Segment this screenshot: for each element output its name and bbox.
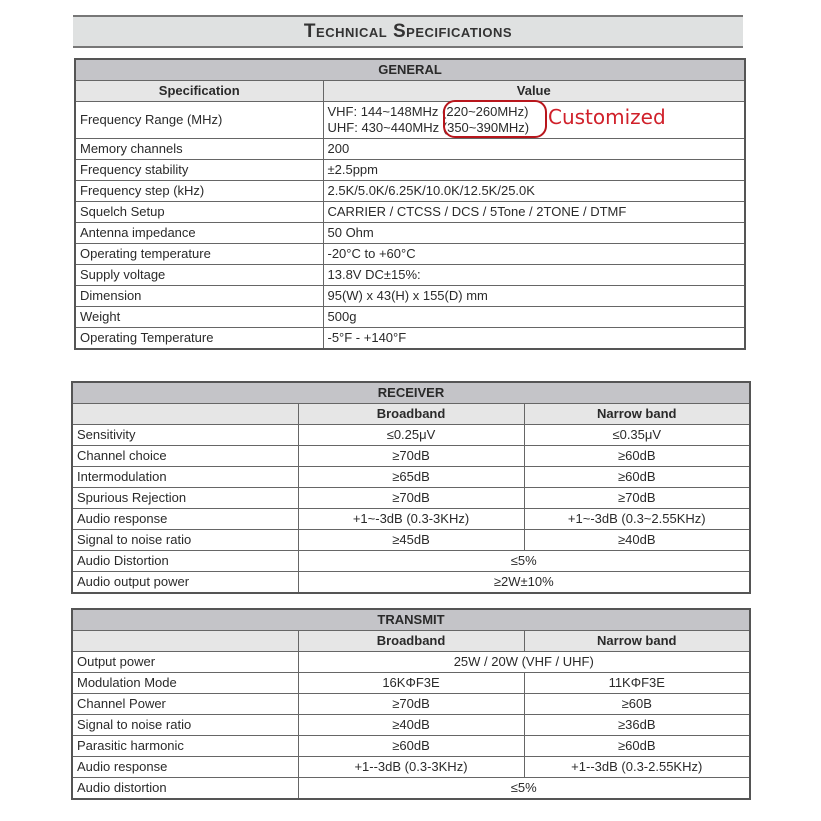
column-header-blank — [72, 404, 298, 425]
spec-label: Audio distortion — [72, 778, 298, 800]
table-row — [72, 572, 750, 594]
column-header-blank — [72, 631, 298, 652]
table-row — [72, 467, 750, 488]
spec-label: Frequency Range (MHz) — [75, 102, 323, 139]
transmit-heading: TRANSMIT — [72, 609, 750, 631]
broadband-value: ≥40dB — [298, 715, 524, 736]
receiver-table — [71, 381, 751, 594]
spec-label: Weight — [75, 307, 323, 328]
broadband-value: +1~-3dB (0.3-3KHz) — [298, 509, 524, 530]
customized-highlight-oval — [443, 100, 547, 138]
customized-annotation: Customized — [548, 105, 666, 129]
spec-label: Signal to noise ratio — [72, 530, 298, 551]
spec-value: -5°F - +140°F — [323, 328, 745, 350]
broadband-value: ≤0.25μV — [298, 425, 524, 446]
shared-value: 25W / 20W (VHF / UHF) — [298, 652, 750, 673]
broadband-value: ≥65dB — [298, 467, 524, 488]
broadband-value: ≥70dB — [298, 488, 524, 509]
vhf-custom-range: (220~260MHz) — [442, 104, 529, 119]
shared-value: ≥2W±10% — [298, 572, 750, 594]
spec-label: Operating Temperature — [75, 328, 323, 350]
page-title-bar — [73, 15, 743, 48]
spec-label: Output power — [72, 652, 298, 673]
narrowband-value: ≤0.35μV — [524, 425, 750, 446]
spec-value: 95(W) x 43(H) x 155(D) mm — [323, 286, 745, 307]
spec-label: Channel Power — [72, 694, 298, 715]
table-row — [72, 694, 750, 715]
spec-value: 2.5K/5.0K/6.25K/10.0K/12.5K/25.0K — [323, 181, 745, 202]
table-row — [75, 223, 745, 244]
receiver-heading: RECEIVER — [72, 382, 750, 404]
table-row — [72, 425, 750, 446]
broadband-value: ≥70dB — [298, 694, 524, 715]
column-header-value: Value — [323, 81, 745, 102]
spec-label: Dimension — [75, 286, 323, 307]
spec-label: Memory channels — [75, 139, 323, 160]
table-row — [72, 509, 750, 530]
spec-label: Supply voltage — [75, 265, 323, 286]
spec-label: Intermodulation — [72, 467, 298, 488]
table-row — [75, 265, 745, 286]
table-row — [75, 160, 745, 181]
uhf-custom-range: (350~390MHz) — [442, 120, 530, 135]
spec-label: Audio response — [72, 509, 298, 530]
table-row — [72, 530, 750, 551]
general-heading: GENERAL — [75, 59, 745, 81]
spec-label: Modulation Mode — [72, 673, 298, 694]
narrowband-value: ≥60dB — [524, 467, 750, 488]
shared-value: ≤5% — [298, 778, 750, 800]
spec-value: -20°C to +60°C — [323, 244, 745, 265]
narrowband-value: ≥60B — [524, 694, 750, 715]
uhf-range: UHF: 430~440MHz (350~390MHz) — [327, 120, 530, 135]
column-header-broadband: Broadband — [298, 404, 524, 425]
page-title: Technical Specifications — [303, 20, 513, 42]
spec-label: Frequency stability — [75, 160, 323, 181]
spec-label: Signal to noise ratio — [72, 715, 298, 736]
spec-label: Parasitic harmonic — [72, 736, 298, 757]
shared-value: ≤5% — [298, 551, 750, 572]
spec-value: 500g — [323, 307, 745, 328]
table-row — [75, 244, 745, 265]
narrowband-value: ≥40dB — [524, 530, 750, 551]
table-row — [75, 181, 745, 202]
broadband-value: ≥45dB — [298, 530, 524, 551]
table-row — [75, 202, 745, 223]
table-row — [72, 551, 750, 572]
broadband-value: ≥70dB — [298, 446, 524, 467]
narrowband-value: +1--3dB (0.3-2.55KHz) — [524, 757, 750, 778]
spec-label: Audio response — [72, 757, 298, 778]
general-table — [74, 58, 746, 350]
spec-label: Audio output power — [72, 572, 298, 594]
narrowband-value: ≥70dB — [524, 488, 750, 509]
table-row — [72, 715, 750, 736]
table-row — [72, 652, 750, 673]
narrowband-value: 11KΦF3E — [524, 673, 750, 694]
narrowband-value: ≥36dB — [524, 715, 750, 736]
table-row — [72, 736, 750, 757]
spec-label: Sensitivity — [72, 425, 298, 446]
spec-value: 13.8V DC±15%: — [323, 265, 745, 286]
narrowband-value: +1~-3dB (0.3~2.55KHz) — [524, 509, 750, 530]
table-row — [72, 488, 750, 509]
spec-label: Operating temperature — [75, 244, 323, 265]
table-row — [75, 286, 745, 307]
column-header-narrowband: Narrow band — [524, 631, 750, 652]
column-header-narrowband: Narrow band — [524, 404, 750, 425]
spec-value: ±2.5ppm — [323, 160, 745, 181]
spec-value: 50 Ohm — [323, 223, 745, 244]
broadband-value: +1--3dB (0.3-3KHz) — [298, 757, 524, 778]
narrowband-value: ≥60dB — [524, 446, 750, 467]
spec-label: Audio Distortion — [72, 551, 298, 572]
table-row — [72, 757, 750, 778]
column-header-broadband: Broadband — [298, 631, 524, 652]
transmit-table — [71, 608, 751, 800]
table-row — [75, 328, 745, 350]
broadband-value: ≥60dB — [298, 736, 524, 757]
vhf-range: VHF: 144~148MHz (220~260MHz) — [327, 104, 529, 119]
spec-value: 200 — [323, 139, 745, 160]
broadband-value: 16KΦF3E — [298, 673, 524, 694]
table-row — [72, 673, 750, 694]
spec-label: Antenna impedance — [75, 223, 323, 244]
table-row — [75, 307, 745, 328]
spec-value: CARRIER / CTCSS / DCS / 5Tone / 2TONE / DTMF — [323, 202, 745, 223]
table-row — [75, 139, 745, 160]
narrowband-value: ≥60dB — [524, 736, 750, 757]
table-row — [72, 778, 750, 800]
spec-label: Squelch Setup — [75, 202, 323, 223]
table-row — [72, 446, 750, 467]
spec-label: Frequency step (kHz) — [75, 181, 323, 202]
column-header-specification: Specification — [75, 81, 323, 102]
spec-label: Channel choice — [72, 446, 298, 467]
spec-label: Spurious Rejection — [72, 488, 298, 509]
